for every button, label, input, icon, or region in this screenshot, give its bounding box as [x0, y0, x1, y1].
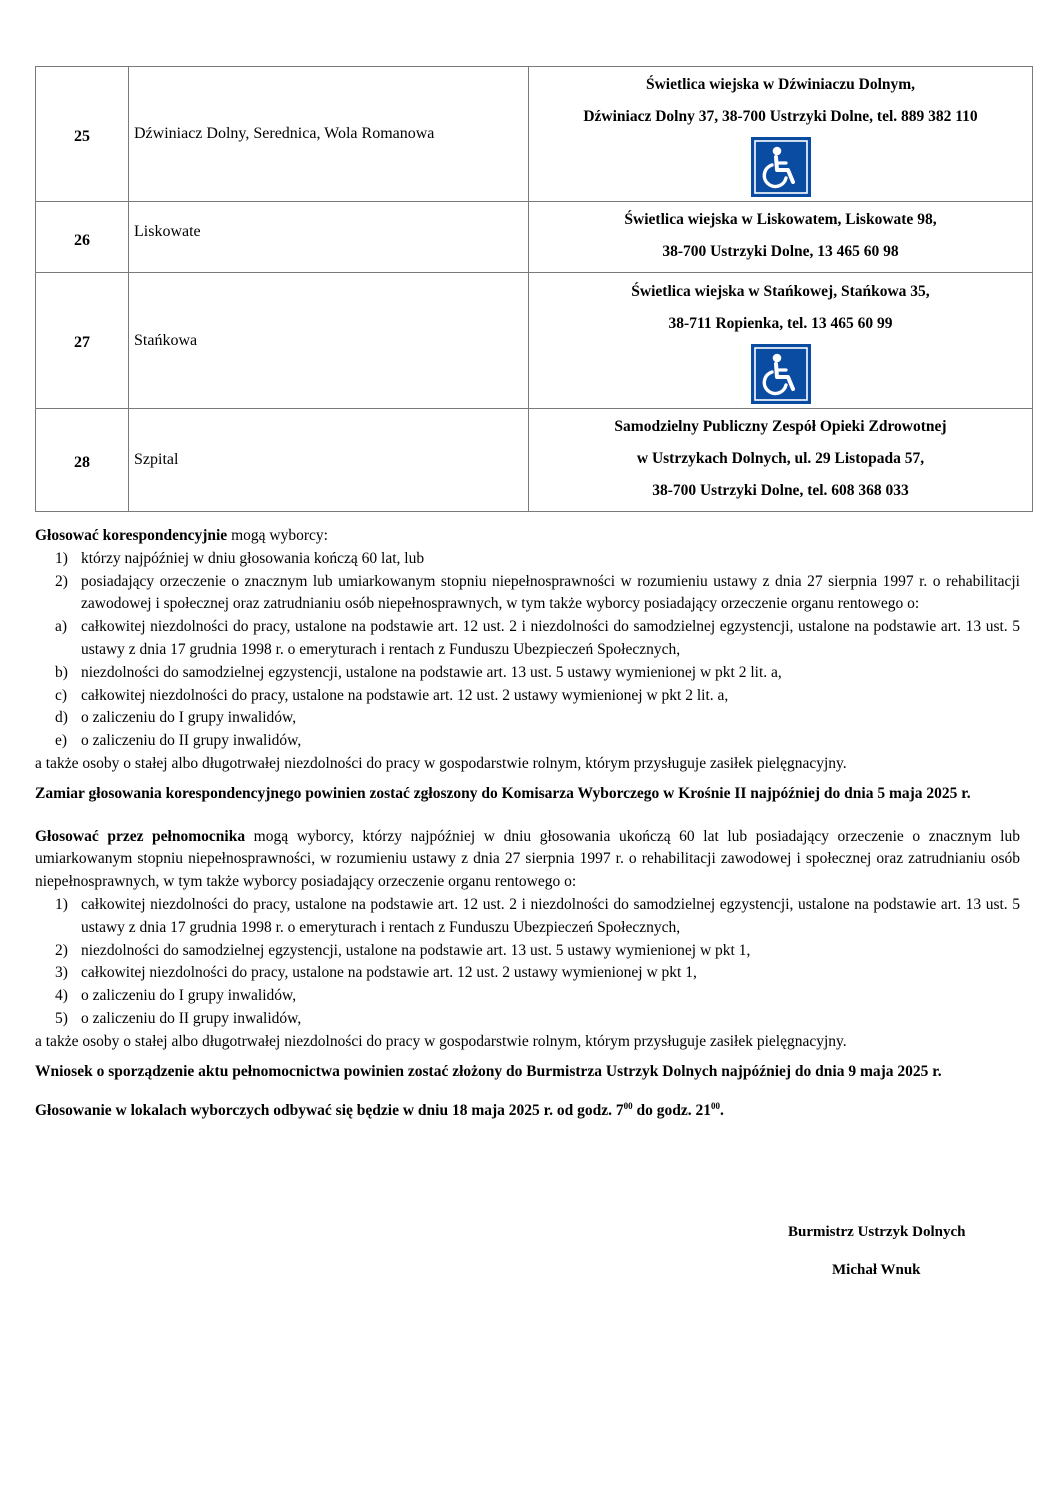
list-item-marker: a) [55, 618, 68, 636]
postal-voting-heading: Głosować korespondencyjnie [35, 527, 228, 544]
table-row [36, 202, 1033, 273]
voting-hours-close-minutes: 00 [710, 1101, 720, 1112]
list-item-text: niezdolności do samodzielnej egzystencji, ustalone na podstawie art. 13 ust. 5 ustawy wymienionej w pkt 2 lit. a, [81, 663, 782, 681]
proxy-voting-intro [35, 826, 1020, 894]
wheelchair-accessible-icon [751, 344, 811, 404]
list-item-text: o zaliczeniu do I grupy inwalidów, [81, 987, 297, 1005]
address-line: w Ustrzykach Dolnych, ul. 29 Listopada 57, [636, 450, 925, 467]
list-item-text: całkowitej niezdolności do pracy, ustalone na podstawie art. 12 ust. 2 i niezdolności do samodzielnej egzystencji, ustalone na podstawie art. 13 ust. 5 ustawy z dnia 17 grudnia 1998 r. o emeryturach i rentach z Funduszu Ubezpieczeń Społecznych, [81, 618, 1020, 658]
spacer [35, 1054, 1020, 1061]
wheelchair-accessible-icon [751, 137, 811, 197]
accessibility-indicator [529, 133, 1032, 197]
address-line: 38-700 Ustrzyki Dolne, 13 465 60 98 [662, 243, 899, 260]
voting-hours [35, 1095, 1020, 1123]
voting-hours-text-middle: do godz. 21 [632, 1102, 711, 1120]
postal-voting-conditions-list [35, 548, 1020, 753]
polling-station-address [529, 67, 1033, 202]
list-item-text: posiadający orzeczenie o znacznym lub umiarkowanym stopniu niepełnosprawności w rozumieniu ustawy z dnia 27 sierpnia 1997 r. o rehabilitacji zawodowej i społecznej oraz zatrudnianiu osób niepełnosprawnych, w tym także wyborcy posiadający orzeczenie organu rentowego o: [81, 572, 1020, 613]
district-area: Dźwiniacz Dolny, Serednica, Wola Romanowa [129, 67, 529, 202]
postal-voting-deadline: Zamiar głosowania korespondencyjnego powinien zostać zgłoszony do Komisarza Wyborczego w Krośnie II najpóźniej do dnia 5 maja 2025 r. [35, 784, 971, 802]
proxy-voting-intro-text: mogą wyborcy, którzy najpóźniej w dniu głosowania ukończą 60 lat lub posiadający orzeczenie o znacznym lub umiarkowanym stopniu niepełnosprawności, w rozumieniu ustawy z dnia 27 sierpnia 1997 r. o rehabilitacji zawodowej i społecznej oraz zatrudnianiu osób niepełnosprawnych, w tym także wyborcy posiadający orzeczenie organu rentowego o: [35, 827, 1020, 891]
list-item-marker: 4) [55, 987, 68, 1005]
polling-station-address [529, 202, 1033, 273]
polling-districts-table [35, 66, 1033, 512]
district-number: 27 [36, 273, 129, 409]
list-item [35, 662, 1020, 685]
voting-hours-text: Głosowanie w lokalach wyborczych odbywać się będzie w dniu 18 maja 2025 r. od godz. 7 [35, 1102, 624, 1120]
list-item-marker: e) [55, 732, 68, 750]
list-item [35, 548, 1020, 571]
table-row [36, 273, 1033, 409]
table-row [36, 409, 1033, 512]
proxy-voting-tail: a także osoby o stałej albo długotrwałej niezdolności do pracy w gospodarstwie rolnym, którym przysługuje zasiłek pielęgnacyjny. [35, 1032, 847, 1050]
postal-voting-intro-text: mogą wyborcy: [227, 527, 328, 544]
address-line: 38-711 Ropienka, tel. 13 465 60 99 [668, 314, 893, 332]
spacer [35, 806, 1020, 826]
list-item-text: o zaliczeniu do I grupy inwalidów, [81, 709, 297, 727]
list-item-marker: 5) [55, 1009, 68, 1027]
list-item [35, 571, 1020, 617]
address-line: Dźwiniacz Dolny 37, 38-700 Ustrzyki Dolne, tel. 889 382 110 [583, 108, 978, 125]
list-item-text: całkowitej niezdolności do pracy, ustalone na podstawie art. 12 ust. 2 ustawy wymienionej w pkt 2 lit. a, [81, 686, 729, 704]
address-line: Świetlica wiejska w Stańkowej, Stańkowa 35, [631, 282, 930, 300]
table-row [36, 67, 1033, 202]
polling-station-address [529, 273, 1033, 409]
document-body [35, 525, 1020, 1123]
table-body [36, 67, 1033, 512]
list-item-marker: 2) [55, 941, 68, 959]
signatory-title: Burmistrz Ustrzyk Dolnych [788, 1224, 966, 1240]
address-line: Świetlica wiejska w Liskowatem, Liskowate 98, [624, 211, 937, 228]
list-item-text: o zaliczeniu do II grupy inwalidów, [81, 732, 302, 750]
list-item-text: całkowitej niezdolności do pracy, ustalone na podstawie art. 12 ust. 2 ustawy wymienionej w pkt 1, [81, 964, 697, 982]
list-item-text: o zaliczeniu do II grupy inwalidów, [81, 1009, 302, 1027]
list-item-marker: d) [55, 709, 68, 727]
postal-voting-tail: a także osoby o stałej albo długotrwałej niezdolności do pracy w gospodarstwie rolnym, którym przysługuje zasiłek pielęgnacyjny. [35, 754, 847, 772]
list-item [35, 962, 1020, 985]
proxy-voting-conditions-list [35, 894, 1020, 1031]
postal-voting-intro [35, 525, 1020, 548]
spacer [35, 1083, 1020, 1095]
list-item [35, 1008, 1020, 1031]
list-item-marker: b) [55, 663, 68, 681]
voting-hours-open-minutes: 00 [623, 1101, 633, 1112]
list-item-marker: 3) [55, 964, 68, 982]
district-number: 25 [36, 67, 129, 202]
list-item [35, 707, 1020, 730]
proxy-voting-heading: Głosować przez pełnomocnika [35, 827, 246, 845]
list-item [35, 894, 1020, 940]
list-item [35, 730, 1020, 753]
list-item [35, 940, 1020, 963]
address-line: Świetlica wiejska w Dźwiniaczu Dolnym, [645, 76, 916, 93]
district-area: Szpital [129, 409, 529, 512]
proxy-voting-deadline: Wniosek o sporządzenie aktu pełnomocnictwa powinien zostać złożony do Burmistrza Ustrzyk Dolnych najpóźniej do dnia 9 maja 2025 r. [35, 1062, 942, 1080]
list-item-marker: c) [55, 686, 68, 704]
spacer [35, 776, 1020, 783]
accessibility-indicator [529, 340, 1032, 404]
list-item-marker: 1) [55, 549, 68, 567]
polling-station-address [529, 409, 1033, 512]
district-area: Stańkowa [129, 273, 529, 409]
list-item [35, 685, 1020, 708]
list-item [35, 616, 1020, 662]
list-item-text: którzy najpóźniej w dniu głosowania kończą 60 lat, lub [81, 549, 425, 567]
list-item-text: niezdolności do samodzielnej egzystencji, ustalone na podstawie art. 13 ust. 5 ustawy wymienionej w pkt 1, [81, 941, 751, 959]
list-item [35, 985, 1020, 1008]
list-item-marker: 1) [55, 895, 68, 913]
district-number: 26 [36, 202, 129, 273]
signatory-name: Michał Wnuk [832, 1262, 921, 1278]
list-item-marker: 2) [55, 572, 68, 590]
address-line: Samodzielny Publiczny Zespół Opieki Zdrowotnej [614, 418, 947, 435]
list-item-text: całkowitej niezdolności do pracy, ustalone na podstawie art. 12 ust. 2 i niezdolności do samodzielnej egzystencji, ustalone na podstawie art. 13 ust. 5 ustawy z dnia 17 grudnia 1998 r. o emeryturach i rentach z Funduszu Ubezpieczeń Społecznych, [81, 895, 1020, 936]
district-number: 28 [36, 409, 129, 512]
voting-hours-suffix: . [719, 1102, 724, 1120]
district-area: Liskowate [129, 202, 529, 273]
address-line: 38-700 Ustrzyki Dolne, tel. 608 368 033 [652, 482, 909, 499]
